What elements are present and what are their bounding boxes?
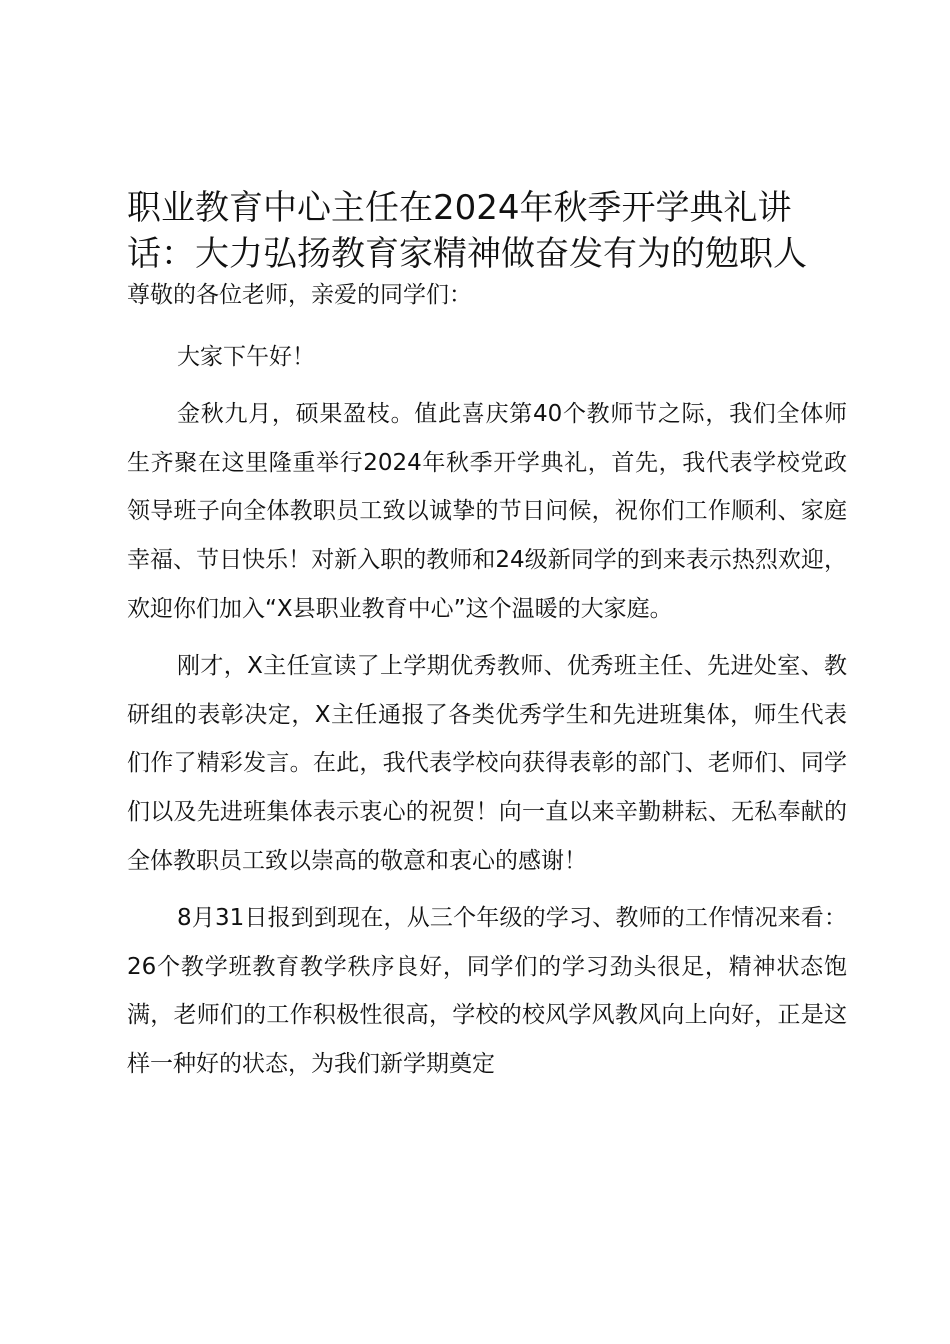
document-title: 职业教育中心主任在2024年秋季开学典礼讲话：大力弘扬教育家精神做奋发有为的勉职人 <box>127 188 807 274</box>
paragraph-status: 8月31日报到到现在，从三个年级的学习、教师的工作情况来看：26个教学班教育教学秩序良好，同学们的学习劲头很足，精神状态饱满，老师们的工作积极性很高，学校的校风学风教风向上向好，正是这样一种好的状态，为我们新学期奠定 <box>127 904 847 1078</box>
document-body <box>127 185 847 1089</box>
paragraph-opening: 金秋九月，硕果盈枝。值此喜庆第40个教师节之际，我们全体师生齐聚在这里隆重举行2024年秋季开学典礼，首先，我代表学校党政领导班子向全体教职员工致以诚挚的节日问候，祝你们工作顺利、家庭幸福、节日快乐！对新入职的教师和24级新同学的到来表示热烈欢迎，欢迎你们加入“X县职业教育中心”这个温暖的大家庭。 <box>127 400 847 622</box>
paragraph-greeting: 大家下午好！ <box>177 344 315 370</box>
paragraph-commendation: 刚才，X主任宣读了上学期优秀教师、优秀班主任、先进处室、教研组的表彰决定，X主任通报了各类优秀学生和先进班集体，师生代表们作了精彩发言。在此，我代表学校向获得表彰的部门、老师们、同学们以及先进班集体表示衷心的祝贺！向一直以来辛勤耕耘、无私奉献的全体教职员工致以崇高的敬意和衷心的感谢！ <box>127 652 847 874</box>
salutation: 尊敬的各位老师，亲爱的同学们： <box>127 282 472 308</box>
